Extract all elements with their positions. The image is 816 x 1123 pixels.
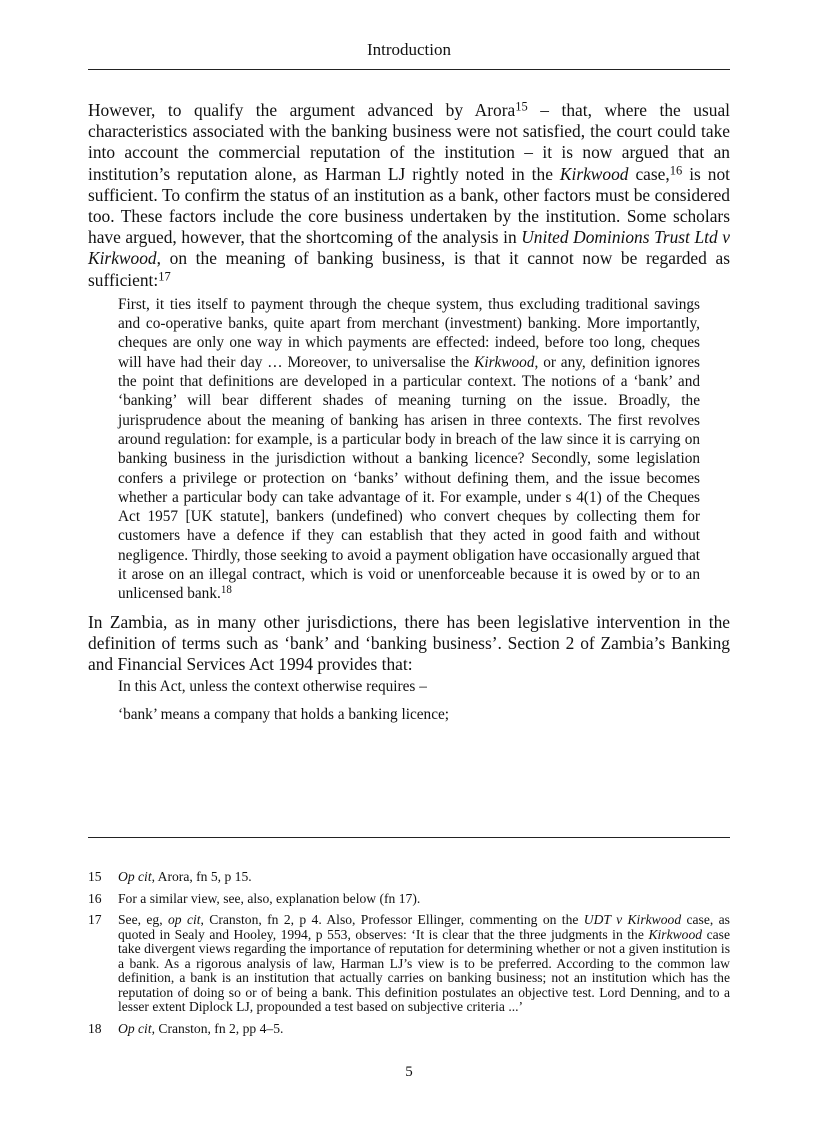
- italic-text: op cit: [167, 912, 201, 927]
- text-run: See, eg,: [118, 912, 168, 927]
- footnotes: [88, 870, 730, 1043]
- text-run: , on the meaning of banking business, is that it cannot now be regarded as sufficient:: [88, 248, 730, 290]
- paragraph: [88, 612, 730, 676]
- footnote-number: 17: [88, 912, 102, 927]
- italic-text: Op cit: [118, 1020, 152, 1036]
- text-run: However, to qualify the argument advanced by Arora: [88, 100, 516, 120]
- footnote: [88, 892, 730, 907]
- text-run: is not sufficient. To confirm the status of an institution as a bank, other factors must be considered too. These factors include the core business undertaken by the institution. Some scholars have argued, however, that the shortcoming of the analysis in: [88, 163, 730, 248]
- text-run: ‘bank’ means a company that holds a banking licence;: [118, 706, 450, 724]
- footnote-text: [118, 1022, 730, 1037]
- text-run: – that, where the usual characteristics associated with the banking business were not satisfied, the court could take into account the commercial reputation of the institution – it is now argued that an institution’s reputation alone, as Harman LJ rightly noted in the: [88, 100, 731, 184]
- footnote: [88, 1022, 730, 1037]
- italic-text: Kirkwood: [559, 163, 629, 184]
- footnote: [88, 870, 730, 885]
- footnote-ref[interactable]: 17: [158, 269, 171, 283]
- footnote-ref[interactable]: 18: [220, 584, 232, 597]
- paragraph: [88, 100, 730, 291]
- footnote-text: [118, 870, 730, 885]
- footnote-number: 15: [88, 869, 102, 884]
- text-run: case, as quoted in Sealy and Hooley, 1994, p 553, observes: ‘It is clear that the three judgments in the: [118, 912, 730, 942]
- footnote-number: 18: [88, 1020, 102, 1036]
- footnote: [88, 913, 730, 1015]
- italic-text: UDT v Kirkwood: [583, 912, 682, 927]
- italic-text: Op cit: [118, 869, 152, 884]
- block-quote: [118, 295, 700, 604]
- footnote-text: [118, 913, 730, 1015]
- text-run: In Zambia, as in many other jurisdictions, there has been legislative intervention in the definition of terms such as ‘bank’ and ‘banking business’. Section 2 of Zambia’s Banking and Financial Services Act 1994 provides that:: [88, 611, 730, 674]
- italic-text: United Dominions Trust Ltd v Kirkwood: [88, 227, 730, 269]
- page-number: 5: [405, 1064, 413, 1080]
- footnote-ref[interactable]: 16: [669, 162, 683, 177]
- text-run: In this Act, unless the context otherwise requires –: [118, 678, 427, 696]
- text-run: case,: [628, 163, 670, 184]
- text-run: First, it ties itself to payment through the cheque system, thus excluding traditional savings and co-operative banks, quite apart from merchant (investment) banking. More importantly, cheques are only one way in which payments are effected: indeed, before too long, cheques will have had their day … Moreover, to universalise the: [118, 295, 700, 371]
- text-run: , Arora, fn 5, p 15.: [151, 869, 252, 884]
- italic-text: Kirkwood: [648, 926, 703, 942]
- text-run: , or any, definition ignores the point that definitions are developed in a particular context. The notions of a ‘bank’ and ‘banking’ will bear different shades of meaning turning on the issue. Broadly, the jurisprudence about the meaning of banking has arisen in three contexts. The first revolves around regulation: for example, is a particular body in breach of the law since it is carrying on banking business in the jurisdiction without a banking licence? Secondly, some legislation confers a privilege or protection on ‘banks’ without defining them, and the issue becomes whether a particular body can take advantage of it. For example, under s 4(1) of the Cheques Act 1957 [UK statute], bankers (undefined) who convert cheques by collecting them for customers have a defence if they can establish that they acted in good faith and without negligence. Thirdly, those seeking to avoid a payment obligation have occasionally argued that it arose on an illegal contract, which is void or unenforceable because it is owed by or to an unlicensed bank.: [118, 353, 700, 603]
- statute-quote: [118, 703, 700, 727]
- footnote-number: 16: [88, 890, 102, 906]
- text-run: , Cranston, fn 2, p 4. Also, Professor Ellinger, commenting on the: [200, 912, 584, 927]
- statute-quote: [118, 675, 700, 699]
- header-rule: [88, 69, 730, 70]
- body-text: [88, 100, 730, 731]
- text-run: For a similar view, see, also, explanation below (fn 17).: [118, 890, 421, 906]
- footnote-text: [118, 892, 730, 907]
- footnote-ref[interactable]: 15: [515, 99, 528, 114]
- text-run: case take divergent views regarding the importance of reputation for determining whether or not a given institution is a bank. As a rigorous analysis of law, Harman LJ’s view is to be preferred. According to the common law definition, a bank is an institution that actually carries on banking business; not an institution which has the reputation of doing so or of being a bank. This definition postulates an objective test. Lord Denning, and to a lesser extent Diplock LJ, propounded a test based on subjective criteria ...’: [118, 926, 730, 1014]
- text-run: , Cranston, fn 2, pp 4–5.: [151, 1020, 284, 1036]
- italic-text: Kirkwood: [474, 353, 535, 371]
- running-header: Introduction: [366, 40, 452, 59]
- footnote-rule: [88, 837, 730, 838]
